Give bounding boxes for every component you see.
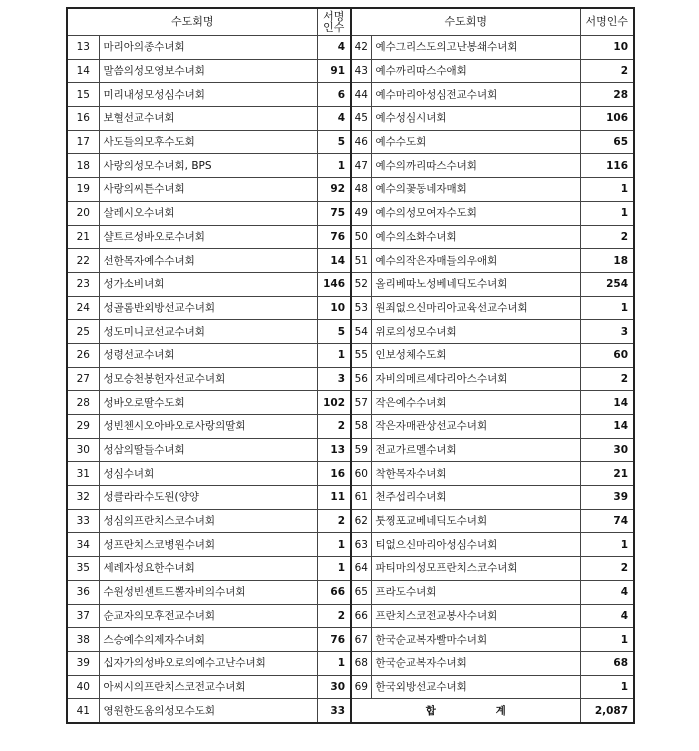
row-number-left: 30 — [67, 438, 99, 462]
signature-count-left: 11 — [317, 486, 351, 510]
table-row — [67, 415, 634, 439]
row-number-left: 34 — [67, 533, 99, 557]
congregation-name-right: 예수그리스도의고난봉쇄수녀회 — [371, 36, 580, 60]
signature-count-left: 76 — [317, 225, 351, 249]
row-number-left: 25 — [67, 320, 99, 344]
signature-table — [66, 7, 635, 724]
table-row-total — [67, 699, 634, 723]
signature-count-left: 5 — [317, 130, 351, 154]
signature-count-left: 3 — [317, 367, 351, 391]
row-number-left: 14 — [67, 59, 99, 83]
congregation-name-right: 인보성체수도회 — [371, 343, 580, 367]
congregation-name-left: 성령선교수녀회 — [99, 343, 317, 367]
row-number-right: 60 — [351, 462, 371, 486]
row-number-right: 48 — [351, 178, 371, 202]
congregation-name-right: 툿찡포교베네딕도수녀회 — [371, 509, 580, 533]
row-number-left: 37 — [67, 604, 99, 628]
congregation-name-right: 올리베따노성베네딕도수녀회 — [371, 272, 580, 296]
table-row — [67, 107, 634, 131]
row-number-left: 32 — [67, 486, 99, 510]
congregation-name-right: 티없으신마리아성심수녀회 — [371, 533, 580, 557]
signature-count-left: 102 — [317, 391, 351, 415]
row-number-right: 50 — [351, 225, 371, 249]
signature-count-left: 2 — [317, 509, 351, 533]
signature-count-left: 30 — [317, 675, 351, 699]
signature-count-left: 1 — [317, 533, 351, 557]
signature-count-right: 2 — [580, 557, 634, 581]
signature-count-left: 16 — [317, 462, 351, 486]
signature-count-right: 4 — [580, 604, 634, 628]
signature-count-left: 1 — [317, 343, 351, 367]
row-number-left: 15 — [67, 83, 99, 107]
signature-count-right: 1 — [580, 178, 634, 202]
row-number-left: 36 — [67, 580, 99, 604]
table-row — [67, 178, 634, 202]
row-number-right: 46 — [351, 130, 371, 154]
signature-count-right: 1 — [580, 201, 634, 225]
row-number-left: 33 — [67, 509, 99, 533]
row-number-right: 53 — [351, 296, 371, 320]
header-name-right: 수도회명 — [351, 8, 580, 36]
row-number-left: 24 — [67, 296, 99, 320]
congregation-name-left: 사랑의씨튼수녀회 — [99, 178, 317, 202]
signature-count-left: 13 — [317, 438, 351, 462]
row-number-right: 67 — [351, 628, 371, 652]
table-body — [67, 36, 634, 723]
signature-count-right: 65 — [580, 130, 634, 154]
row-number-left: 21 — [67, 225, 99, 249]
congregation-name-left: 마리아의종수녀회 — [99, 36, 317, 60]
congregation-name-right: 천주섭리수녀회 — [371, 486, 580, 510]
congregation-name-right: 예수까리따스수애회 — [371, 59, 580, 83]
row-number-left: 18 — [67, 154, 99, 178]
signature-count-left: 1 — [317, 651, 351, 675]
table-row — [67, 320, 634, 344]
signature-count-right: 74 — [580, 509, 634, 533]
signature-count-left: 75 — [317, 201, 351, 225]
signature-count-left: 14 — [317, 249, 351, 273]
row-number-left: 35 — [67, 557, 99, 581]
row-number-left: 22 — [67, 249, 99, 273]
signature-count-right: 1 — [580, 533, 634, 557]
table-row — [67, 201, 634, 225]
congregation-name-left: 수원성빈센트드뽈자비의수녀회 — [99, 580, 317, 604]
congregation-name-left: 성골롬반외방선교수녀회 — [99, 296, 317, 320]
congregation-name-left: 성클라라수도원(양양 — [99, 486, 317, 510]
table-row — [67, 675, 634, 699]
congregation-name-left: 보혈선교수녀회 — [99, 107, 317, 131]
table-row — [67, 272, 634, 296]
signature-count-left: 2 — [317, 415, 351, 439]
row-number-left: 16 — [67, 107, 99, 131]
header-count-left — [317, 8, 351, 36]
congregation-name-right: 예수의성모여자수도회 — [371, 201, 580, 225]
header-count-right: 서명인수 — [580, 8, 634, 36]
table-row — [67, 296, 634, 320]
congregation-name-left: 성삼의딸들수녀회 — [99, 438, 317, 462]
signature-count-left: 4 — [317, 36, 351, 60]
congregation-name-right: 프란치스코전교봉사수녀회 — [371, 604, 580, 628]
congregation-name-right: 한국순교복자빨마수녀회 — [371, 628, 580, 652]
table-row — [67, 604, 634, 628]
header-count-left-line2: 인수 — [323, 21, 345, 34]
row-number-left: 27 — [67, 367, 99, 391]
table-row — [67, 580, 634, 604]
signature-count-right: 254 — [580, 272, 634, 296]
congregation-name-left: 아씨시의프란치스코전교수녀회 — [99, 675, 317, 699]
row-number-left: 41 — [67, 699, 99, 723]
congregation-name-right: 한국외방선교수녀회 — [371, 675, 580, 699]
row-number-right: 44 — [351, 83, 371, 107]
signature-count-left: 4 — [317, 107, 351, 131]
signature-count-left: 76 — [317, 628, 351, 652]
congregation-name-right: 위로의성모수녀회 — [371, 320, 580, 344]
signature-count-right: 2 — [580, 367, 634, 391]
total-label: 합 계 — [351, 699, 580, 723]
table-row — [67, 486, 634, 510]
row-number-right: 42 — [351, 36, 371, 60]
congregation-name-left: 사도들의모후수도회 — [99, 130, 317, 154]
table-row — [67, 391, 634, 415]
signature-count-right: 106 — [580, 107, 634, 131]
congregation-name-left: 성바오로딸수도회 — [99, 391, 317, 415]
table-row — [67, 225, 634, 249]
signature-count-right: 3 — [580, 320, 634, 344]
row-number-left: 39 — [67, 651, 99, 675]
row-number-left: 28 — [67, 391, 99, 415]
congregation-name-left: 성심수녀회 — [99, 462, 317, 486]
signature-count-right: 30 — [580, 438, 634, 462]
table-row — [67, 628, 634, 652]
signature-count-left: 1 — [317, 154, 351, 178]
row-number-left: 17 — [67, 130, 99, 154]
congregation-name-left: 세례자성요한수녀회 — [99, 557, 317, 581]
table-row — [67, 533, 634, 557]
row-number-left: 26 — [67, 343, 99, 367]
row-number-right: 58 — [351, 415, 371, 439]
table-row — [67, 651, 634, 675]
signature-count-right: 68 — [580, 651, 634, 675]
table-row — [67, 557, 634, 581]
signature-count-right: 10 — [580, 36, 634, 60]
signature-table-sheet — [66, 7, 633, 744]
congregation-name-right: 예수성심시녀회 — [371, 107, 580, 131]
congregation-name-left: 성프란치스코병원수녀회 — [99, 533, 317, 557]
signature-count-left: 1 — [317, 557, 351, 581]
signature-count-right: 14 — [580, 415, 634, 439]
row-number-left: 31 — [67, 462, 99, 486]
row-number-left: 40 — [67, 675, 99, 699]
row-number-right: 51 — [351, 249, 371, 273]
congregation-name-left: 미리내성모성심수녀회 — [99, 83, 317, 107]
signature-count-left: 91 — [317, 59, 351, 83]
congregation-name-left: 사랑의성모수녀회, BPS — [99, 154, 317, 178]
signature-count-right: 1 — [580, 628, 634, 652]
signature-count-right: 18 — [580, 249, 634, 273]
congregation-name-left: 샬트르성바오로수녀회 — [99, 225, 317, 249]
row-number-right: 43 — [351, 59, 371, 83]
congregation-name-left: 십자가의성바오로의예수고난수녀회 — [99, 651, 317, 675]
congregation-name-right: 프라도수녀회 — [371, 580, 580, 604]
signature-count-right: 60 — [580, 343, 634, 367]
table-row — [67, 59, 634, 83]
row-number-right: 56 — [351, 367, 371, 391]
congregation-name-left: 성가소비녀회 — [99, 272, 317, 296]
row-number-right: 66 — [351, 604, 371, 628]
signature-count-left: 2 — [317, 604, 351, 628]
table-row — [67, 438, 634, 462]
table-row — [67, 343, 634, 367]
congregation-name-right: 예수의소화수녀회 — [371, 225, 580, 249]
congregation-name-right: 파티마의성모프란치스코수녀회 — [371, 557, 580, 581]
congregation-name-left: 말씀의성모영보수녀회 — [99, 59, 317, 83]
row-number-left: 38 — [67, 628, 99, 652]
row-number-right: 61 — [351, 486, 371, 510]
row-number-right: 55 — [351, 343, 371, 367]
congregation-name-left: 성모승천봉헌자선교수녀회 — [99, 367, 317, 391]
signature-count-right: 14 — [580, 391, 634, 415]
congregation-name-right: 작은자매관상선교수녀회 — [371, 415, 580, 439]
row-number-left: 19 — [67, 178, 99, 202]
congregation-name-right: 예수마리아성심전교수녀회 — [371, 83, 580, 107]
congregation-name-right: 작은예수수녀회 — [371, 391, 580, 415]
signature-count-left: 5 — [317, 320, 351, 344]
congregation-name-right: 한국순교복자수녀회 — [371, 651, 580, 675]
row-number-left: 20 — [67, 201, 99, 225]
row-number-left: 29 — [67, 415, 99, 439]
congregation-name-right: 원죄없으신마리아교육선교수녀회 — [371, 296, 580, 320]
signature-count-right: 28 — [580, 83, 634, 107]
header-count-left-line1: 서명 — [323, 10, 345, 23]
row-number-right: 54 — [351, 320, 371, 344]
row-number-right: 49 — [351, 201, 371, 225]
congregation-name-left: 살레시오수녀회 — [99, 201, 317, 225]
signature-count-right: 1 — [580, 675, 634, 699]
table-row — [67, 36, 634, 60]
row-number-right: 45 — [351, 107, 371, 131]
row-number-right: 57 — [351, 391, 371, 415]
congregation-name-left: 성빈첸시오아바오로사랑의딸회 — [99, 415, 317, 439]
table-row — [67, 509, 634, 533]
total-value: 2,087 — [580, 699, 634, 723]
congregation-name-right: 착한목자수녀회 — [371, 462, 580, 486]
row-number-right: 62 — [351, 509, 371, 533]
congregation-name-right: 예수의작은자매들의우애회 — [371, 249, 580, 273]
congregation-name-right: 전교가르멜수녀회 — [371, 438, 580, 462]
congregation-name-left: 순교자의모후전교수녀회 — [99, 604, 317, 628]
row-number-right: 59 — [351, 438, 371, 462]
signature-count-right: 4 — [580, 580, 634, 604]
congregation-name-left: 영원한도움의성모수도회 — [99, 699, 317, 723]
signature-count-left: 66 — [317, 580, 351, 604]
header-name-left: 수도회명 — [67, 8, 317, 36]
signature-count-left: 10 — [317, 296, 351, 320]
congregation-name-right: 자비의메르세다리아스수녀회 — [371, 367, 580, 391]
signature-count-left: 146 — [317, 272, 351, 296]
congregation-name-left: 성도미니코선교수녀회 — [99, 320, 317, 344]
congregation-name-left: 스승예수의제자수녀회 — [99, 628, 317, 652]
signature-count-left: 92 — [317, 178, 351, 202]
row-number-right: 47 — [351, 154, 371, 178]
table-row — [67, 83, 634, 107]
signature-count-right: 39 — [580, 486, 634, 510]
table-row — [67, 154, 634, 178]
row-number-right: 63 — [351, 533, 371, 557]
signature-count-left: 33 — [317, 699, 351, 723]
row-number-right: 64 — [351, 557, 371, 581]
row-number-left: 13 — [67, 36, 99, 60]
signature-count-right: 2 — [580, 225, 634, 249]
table-row — [67, 367, 634, 391]
row-number-right: 52 — [351, 272, 371, 296]
row-number-left: 23 — [67, 272, 99, 296]
congregation-name-right: 예수의꽃동네자매회 — [371, 178, 580, 202]
table-row — [67, 130, 634, 154]
signature-count-right: 1 — [580, 296, 634, 320]
signature-count-right: 21 — [580, 462, 634, 486]
row-number-right: 68 — [351, 651, 371, 675]
signature-count-left: 6 — [317, 83, 351, 107]
congregation-name-left: 성심의프란치스코수녀회 — [99, 509, 317, 533]
signature-count-right: 2 — [580, 59, 634, 83]
row-number-right: 69 — [351, 675, 371, 699]
table-row — [67, 462, 634, 486]
table-header-row — [67, 8, 634, 36]
congregation-name-left: 선한목자예수수녀회 — [99, 249, 317, 273]
signature-count-right: 116 — [580, 154, 634, 178]
congregation-name-right: 예수의까리따스수녀회 — [371, 154, 580, 178]
table-row — [67, 249, 634, 273]
row-number-right: 65 — [351, 580, 371, 604]
congregation-name-right: 예수수도회 — [371, 130, 580, 154]
